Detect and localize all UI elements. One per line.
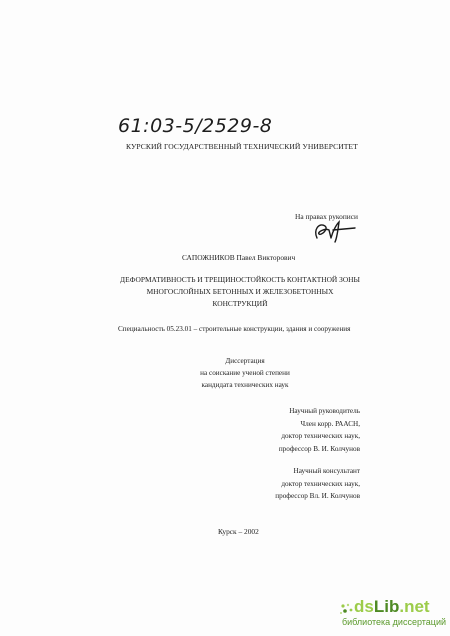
supervisor-block: [240, 405, 360, 455]
supervisor-title: Член корр. РААСН,: [300, 419, 360, 428]
consultant-block: [240, 465, 360, 503]
university-name: КУРСКИЙ ГОСУДАРСТВЕННЫЙ ТЕХНИЧЕСКИЙ УНИВЕРСИТЕТ: [126, 142, 358, 151]
degree-line-1: Диссертация: [225, 357, 265, 365]
city-year: Курск – 2002: [218, 527, 259, 536]
watermark-subtitle: библиотека диссертаций: [341, 617, 446, 627]
specialty-line: Специальность 05.23.01 – строительные конструкции, здания и сооружения: [118, 325, 351, 333]
logo-lib: Lib: [373, 597, 400, 616]
dots-icon: [340, 603, 354, 615]
signature-icon: [311, 216, 361, 246]
dslib-watermark[interactable]: [318, 597, 446, 633]
author-name: САПОЖНИКОВ Павел Викторович: [182, 253, 296, 262]
supervisor-name: профессор В. И. Колчунов: [278, 444, 360, 453]
consultant-role: Научный консультант: [293, 467, 360, 475]
logo-ds: ds: [354, 597, 374, 616]
dissertation-title: ДЕФОРМАТИВНОСТЬ И ТРЕЩИНОСТОЙКОСТЬ КОНТАКТНОЙ ЗОНЫ МНОГОСЛОЙНЫХ БЕТОННЫХ И ЖЕЛЕЗОБЕТОННЫХ КОНСТРУКЦИЙ: [120, 275, 360, 308]
degree-block: [120, 355, 370, 391]
supervisor-degree: доктор технических наук,: [281, 432, 360, 440]
degree-line-3: кандидата технических наук: [201, 381, 289, 389]
handwritten-registration-number: 61:03-5/2529-8: [118, 115, 273, 137]
logo-net: .net: [399, 597, 430, 616]
dslib-logo: [354, 597, 430, 617]
rights-notice: На правах рукописи: [295, 212, 358, 221]
consultant-degree: доктор технических наук,: [281, 479, 360, 488]
supervisor-role: Научный руководитель: [289, 407, 360, 415]
degree-line-2: на соискание ученой степени: [200, 369, 290, 377]
consultant-name: профессор Вл. И. Колчунов: [275, 492, 360, 500]
